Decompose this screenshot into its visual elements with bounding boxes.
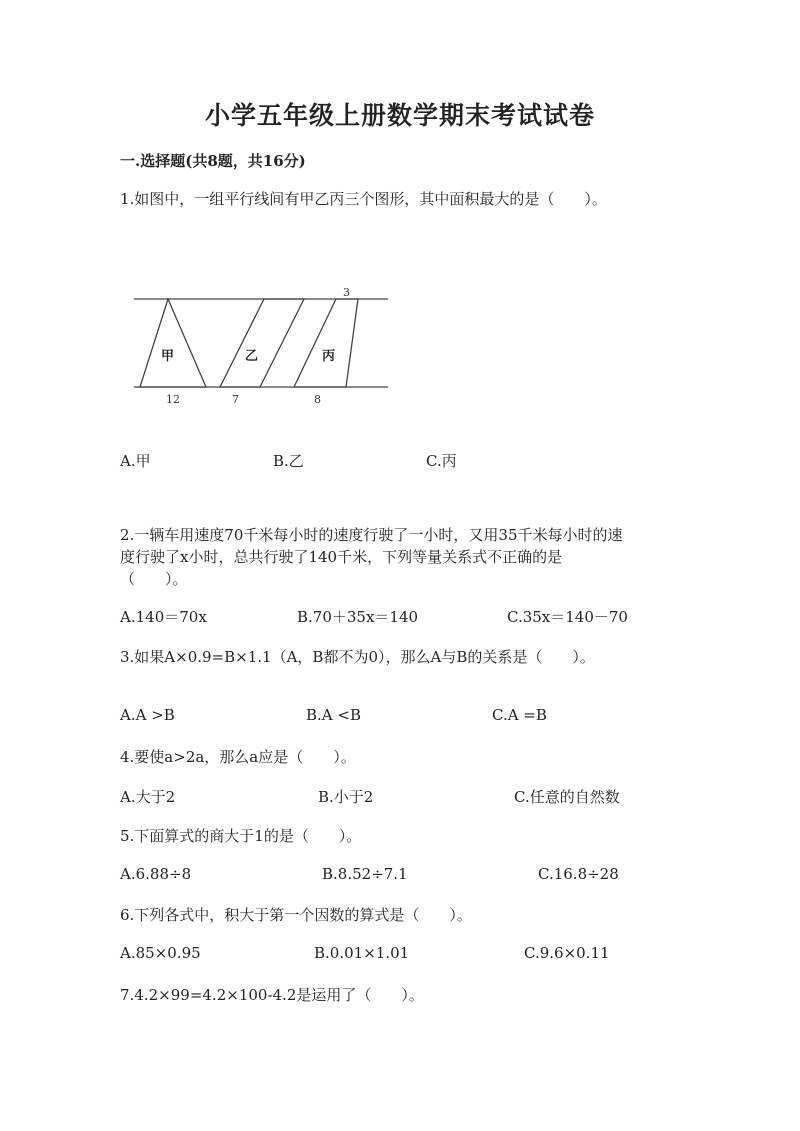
q6-option-a: A.85×0.95 xyxy=(120,944,201,962)
q4-option-a: A.大于2 xyxy=(120,788,176,806)
bottom-length-label-2: 7 xyxy=(232,393,239,406)
question-1-figure xyxy=(120,280,410,410)
q3-option-a: A.A >B xyxy=(120,706,175,724)
q1-option-b: B.乙 xyxy=(273,452,304,470)
label-jia: 甲 xyxy=(161,349,175,364)
label-yi: 乙 xyxy=(245,349,259,364)
question-5-stem: 5.下面算式的商大于1的是（ ）。 xyxy=(120,827,362,845)
bottom-length-label-1: 12 xyxy=(166,393,180,406)
question-3-stem: 3.如果A×0.9=B×1.1（A，B都不为0），那么A与B的关系是（ ）。 xyxy=(120,648,595,666)
q4-option-c: C.任意的自然数 xyxy=(514,788,620,806)
q1-option-a: A.甲 xyxy=(120,452,151,470)
question-2-stem-line-1: 2.一辆车用速度70千米每小时的速度行驶了一小时，又用35千米每小时的速 xyxy=(120,526,623,544)
q3-option-c: C.A =B xyxy=(492,706,547,724)
question-6-stem: 6.下列各式中，积大于第一个因数的算式是（ ）。 xyxy=(120,906,472,924)
q1-option-c: C.丙 xyxy=(426,452,457,470)
question-2-stem-line-2: 度行驶了x小时，总共行驶了140千米，下列等量关系式不正确的是 xyxy=(120,548,563,566)
parallelogram-yi xyxy=(220,299,304,387)
q4-option-b: B.小于2 xyxy=(318,788,374,806)
section-heading: 一.选择题(共8题，共16分) xyxy=(120,152,306,170)
q5-option-c: C.16.8÷28 xyxy=(538,865,619,883)
q6-option-b: B.0.01×1.01 xyxy=(314,944,410,962)
bottom-length-label-3: 8 xyxy=(314,393,321,406)
q6-option-c: C.9.6×0.11 xyxy=(524,944,610,962)
q2-option-a: A.140＝70x xyxy=(120,608,207,626)
page-title: 小学五年级上册数学期末考试试卷 xyxy=(204,101,595,130)
trapezoid-bing xyxy=(294,299,358,387)
q5-option-b: B.8.52÷7.1 xyxy=(322,865,408,883)
q3-option-b: B.A <B xyxy=(306,706,361,724)
question-2-stem-line-3: （ ）。 xyxy=(120,570,188,588)
q5-option-a: A.6.88÷8 xyxy=(120,865,192,883)
label-bing: 丙 xyxy=(322,349,336,364)
top-length-label: 3 xyxy=(343,286,350,299)
q2-option-c: C.35x＝140－70 xyxy=(507,608,628,626)
question-1-stem: 1.如图中，一组平行线间有甲乙丙三个图形，其中面积最大的是（ ）。 xyxy=(120,190,607,208)
question-4-stem: 4.要使a>2a，那么a应是（ ）。 xyxy=(120,748,356,766)
q2-option-b: B.70＋35x＝140 xyxy=(297,608,419,626)
triangle-jia xyxy=(140,299,206,387)
question-7-stem: 7.4.2×99=4.2×100-4.2是运用了（ ）。 xyxy=(120,986,424,1004)
